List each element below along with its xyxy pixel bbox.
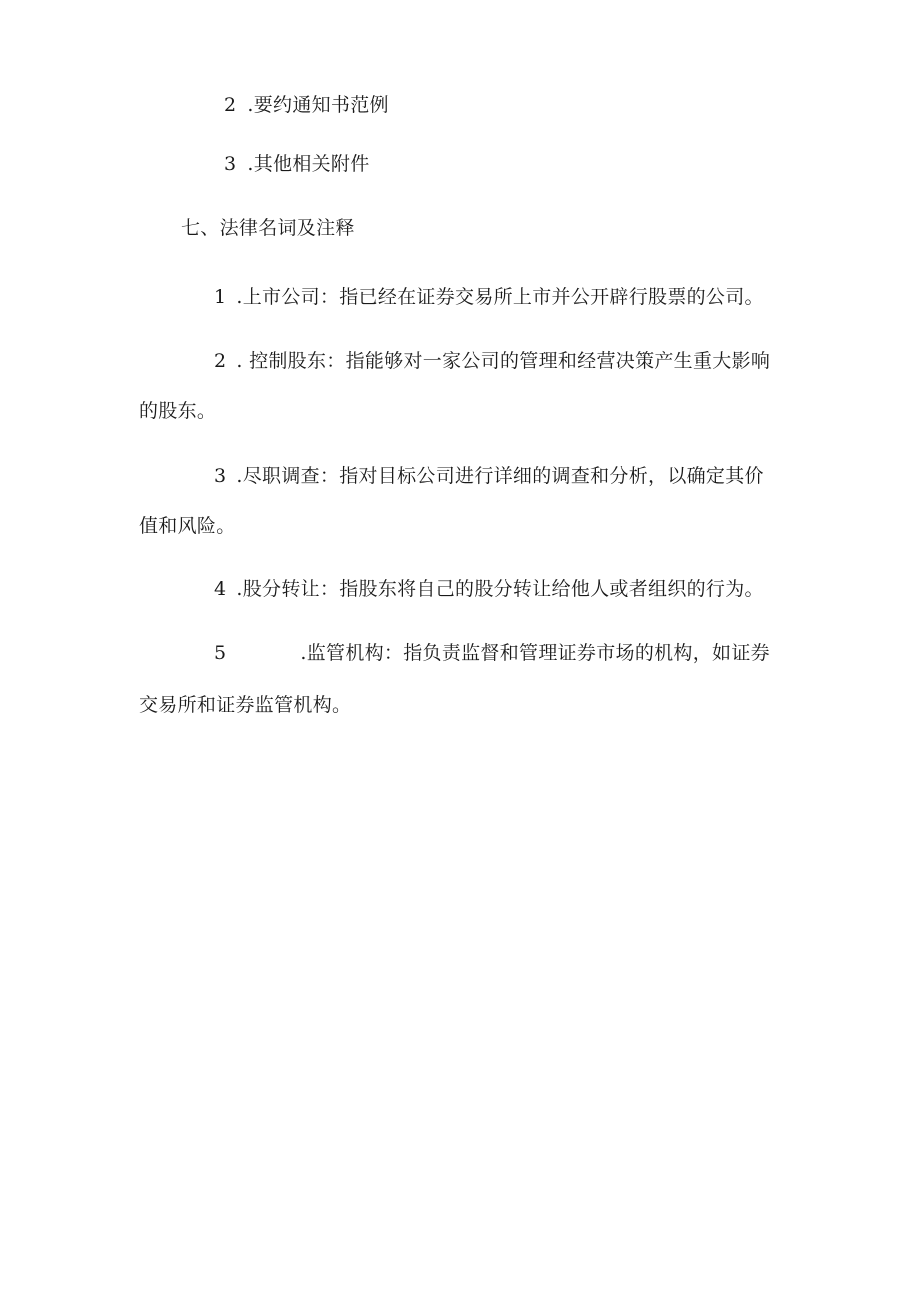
definition-number: 1: [214, 286, 227, 308]
section-heading: 七、法律名词及注释: [181, 217, 355, 239]
attachment-number: 3: [224, 153, 237, 175]
definition-item-2: [214, 350, 770, 372]
attachment-number: 2: [224, 94, 237, 116]
attachment-item-2: [224, 94, 389, 116]
definition-text: .监管机构：指负责监督和管理证券市场的机构，如证券: [300, 642, 770, 664]
definition-text: .上市公司：指已经在证券交易所上市并公开辟行股票的公司。: [236, 286, 764, 308]
definition-continuation-3: 值和风险。: [139, 515, 236, 537]
attachment-text: .其他相关附件: [247, 153, 370, 175]
definition-item-4: [214, 578, 764, 600]
definition-item-3: [214, 465, 764, 487]
definition-text: .股分转让：指股东将自己的股分转让给他人或者组织的行为。: [236, 578, 764, 600]
definition-continuation-5: 交易所和证券监管机构。: [139, 694, 352, 716]
definition-item-5: [214, 642, 770, 664]
definition-number: 4: [214, 578, 227, 600]
definition-text: .尽职调查：指对目标公司进行详细的调查和分析，以确定其价: [236, 465, 764, 487]
attachment-text: .要约通知书范例: [247, 94, 389, 116]
definition-number: 2: [214, 350, 227, 372]
definition-number: 5: [214, 642, 227, 664]
definition-number: 3: [214, 465, 227, 487]
definition-continuation-2: 的股东。: [139, 400, 217, 422]
definition-text: . 控制股东：指能够对一家公司的管理和经营决策产生重大影响: [236, 350, 771, 372]
attachment-item-3: [224, 153, 370, 175]
definition-item-1: [214, 286, 764, 308]
